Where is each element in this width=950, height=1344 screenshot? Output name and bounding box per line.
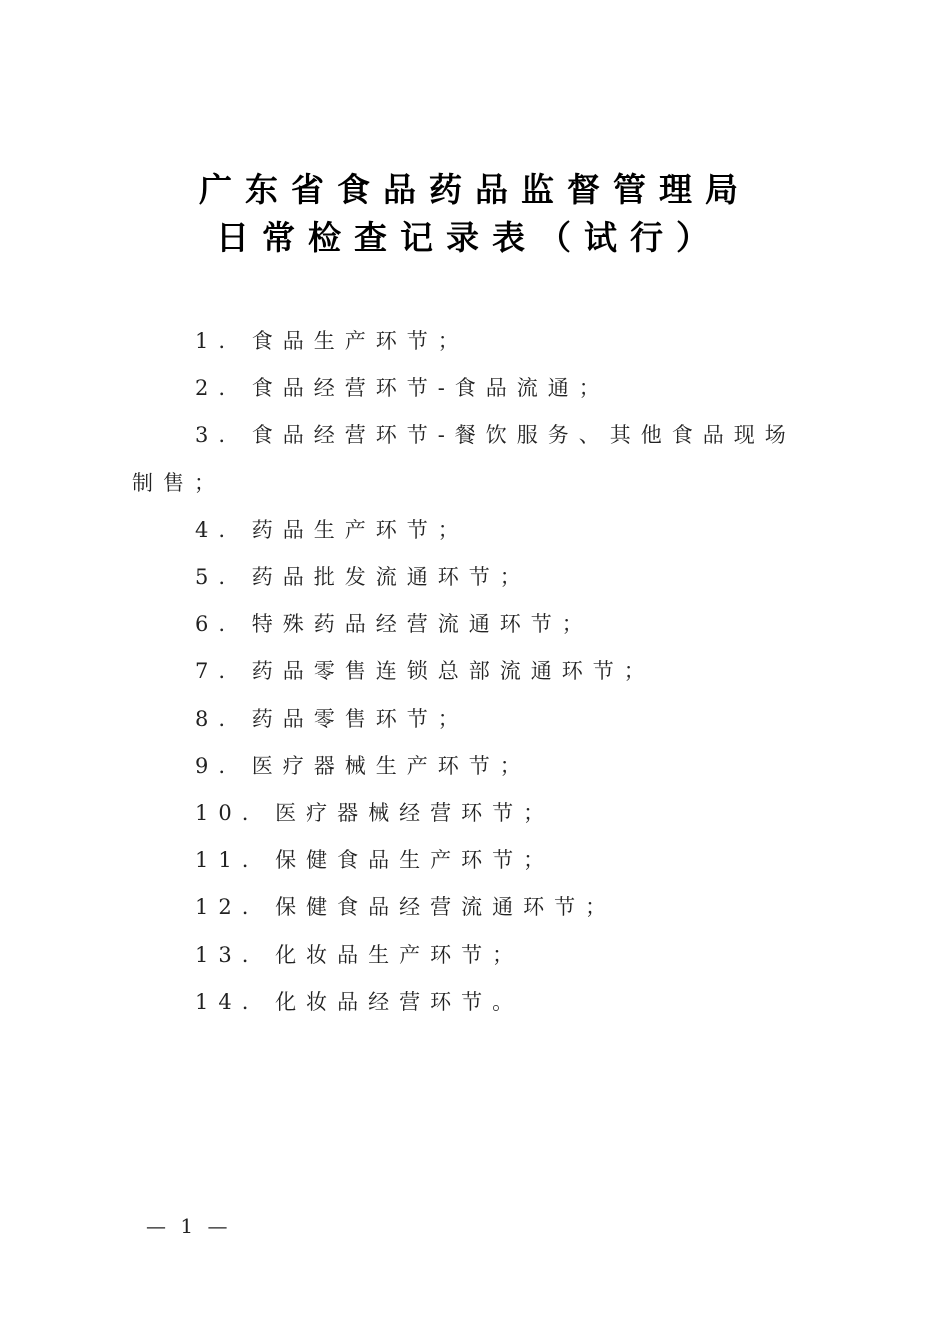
list-item: 8. 药品零售环节； — [195, 706, 469, 731]
list-item: 14. 化妆品经营环节。 — [195, 989, 524, 1014]
inspection-item-list — [132, 318, 822, 1026]
list-item: 13. 化妆品生产环节； — [195, 942, 524, 967]
list-item: 3. 食品经营环节-餐饮服务、其他食品现场制售； — [132, 423, 796, 495]
list-item: 9. 医疗器械生产环节； — [195, 753, 531, 778]
list-item: 7. 药品零售连锁总部流通环节； — [195, 659, 655, 684]
document-title-line-2: 日常检查记录表（试行） — [216, 218, 722, 257]
list-item: 2. 食品经营环节-食品流通； — [195, 376, 610, 401]
page-number: — 1 — — [146, 1214, 232, 1238]
list-item: 11. 保健食品生产环节； — [195, 848, 555, 873]
document-title-line-1: 广东省食品药品监督管理局 — [199, 170, 751, 209]
list-item: 6. 特殊药品经营流通环节； — [195, 612, 593, 637]
list-item: 1. 食品生产环节； — [195, 329, 469, 353]
list-item: 12. 保健食品经营流通环节； — [195, 895, 617, 920]
list-item: 4. 药品生产环节； — [195, 517, 469, 542]
list-item: 5. 药品批发流通环节； — [195, 565, 531, 590]
list-item: 10. 医疗器械经营环节； — [195, 801, 555, 826]
